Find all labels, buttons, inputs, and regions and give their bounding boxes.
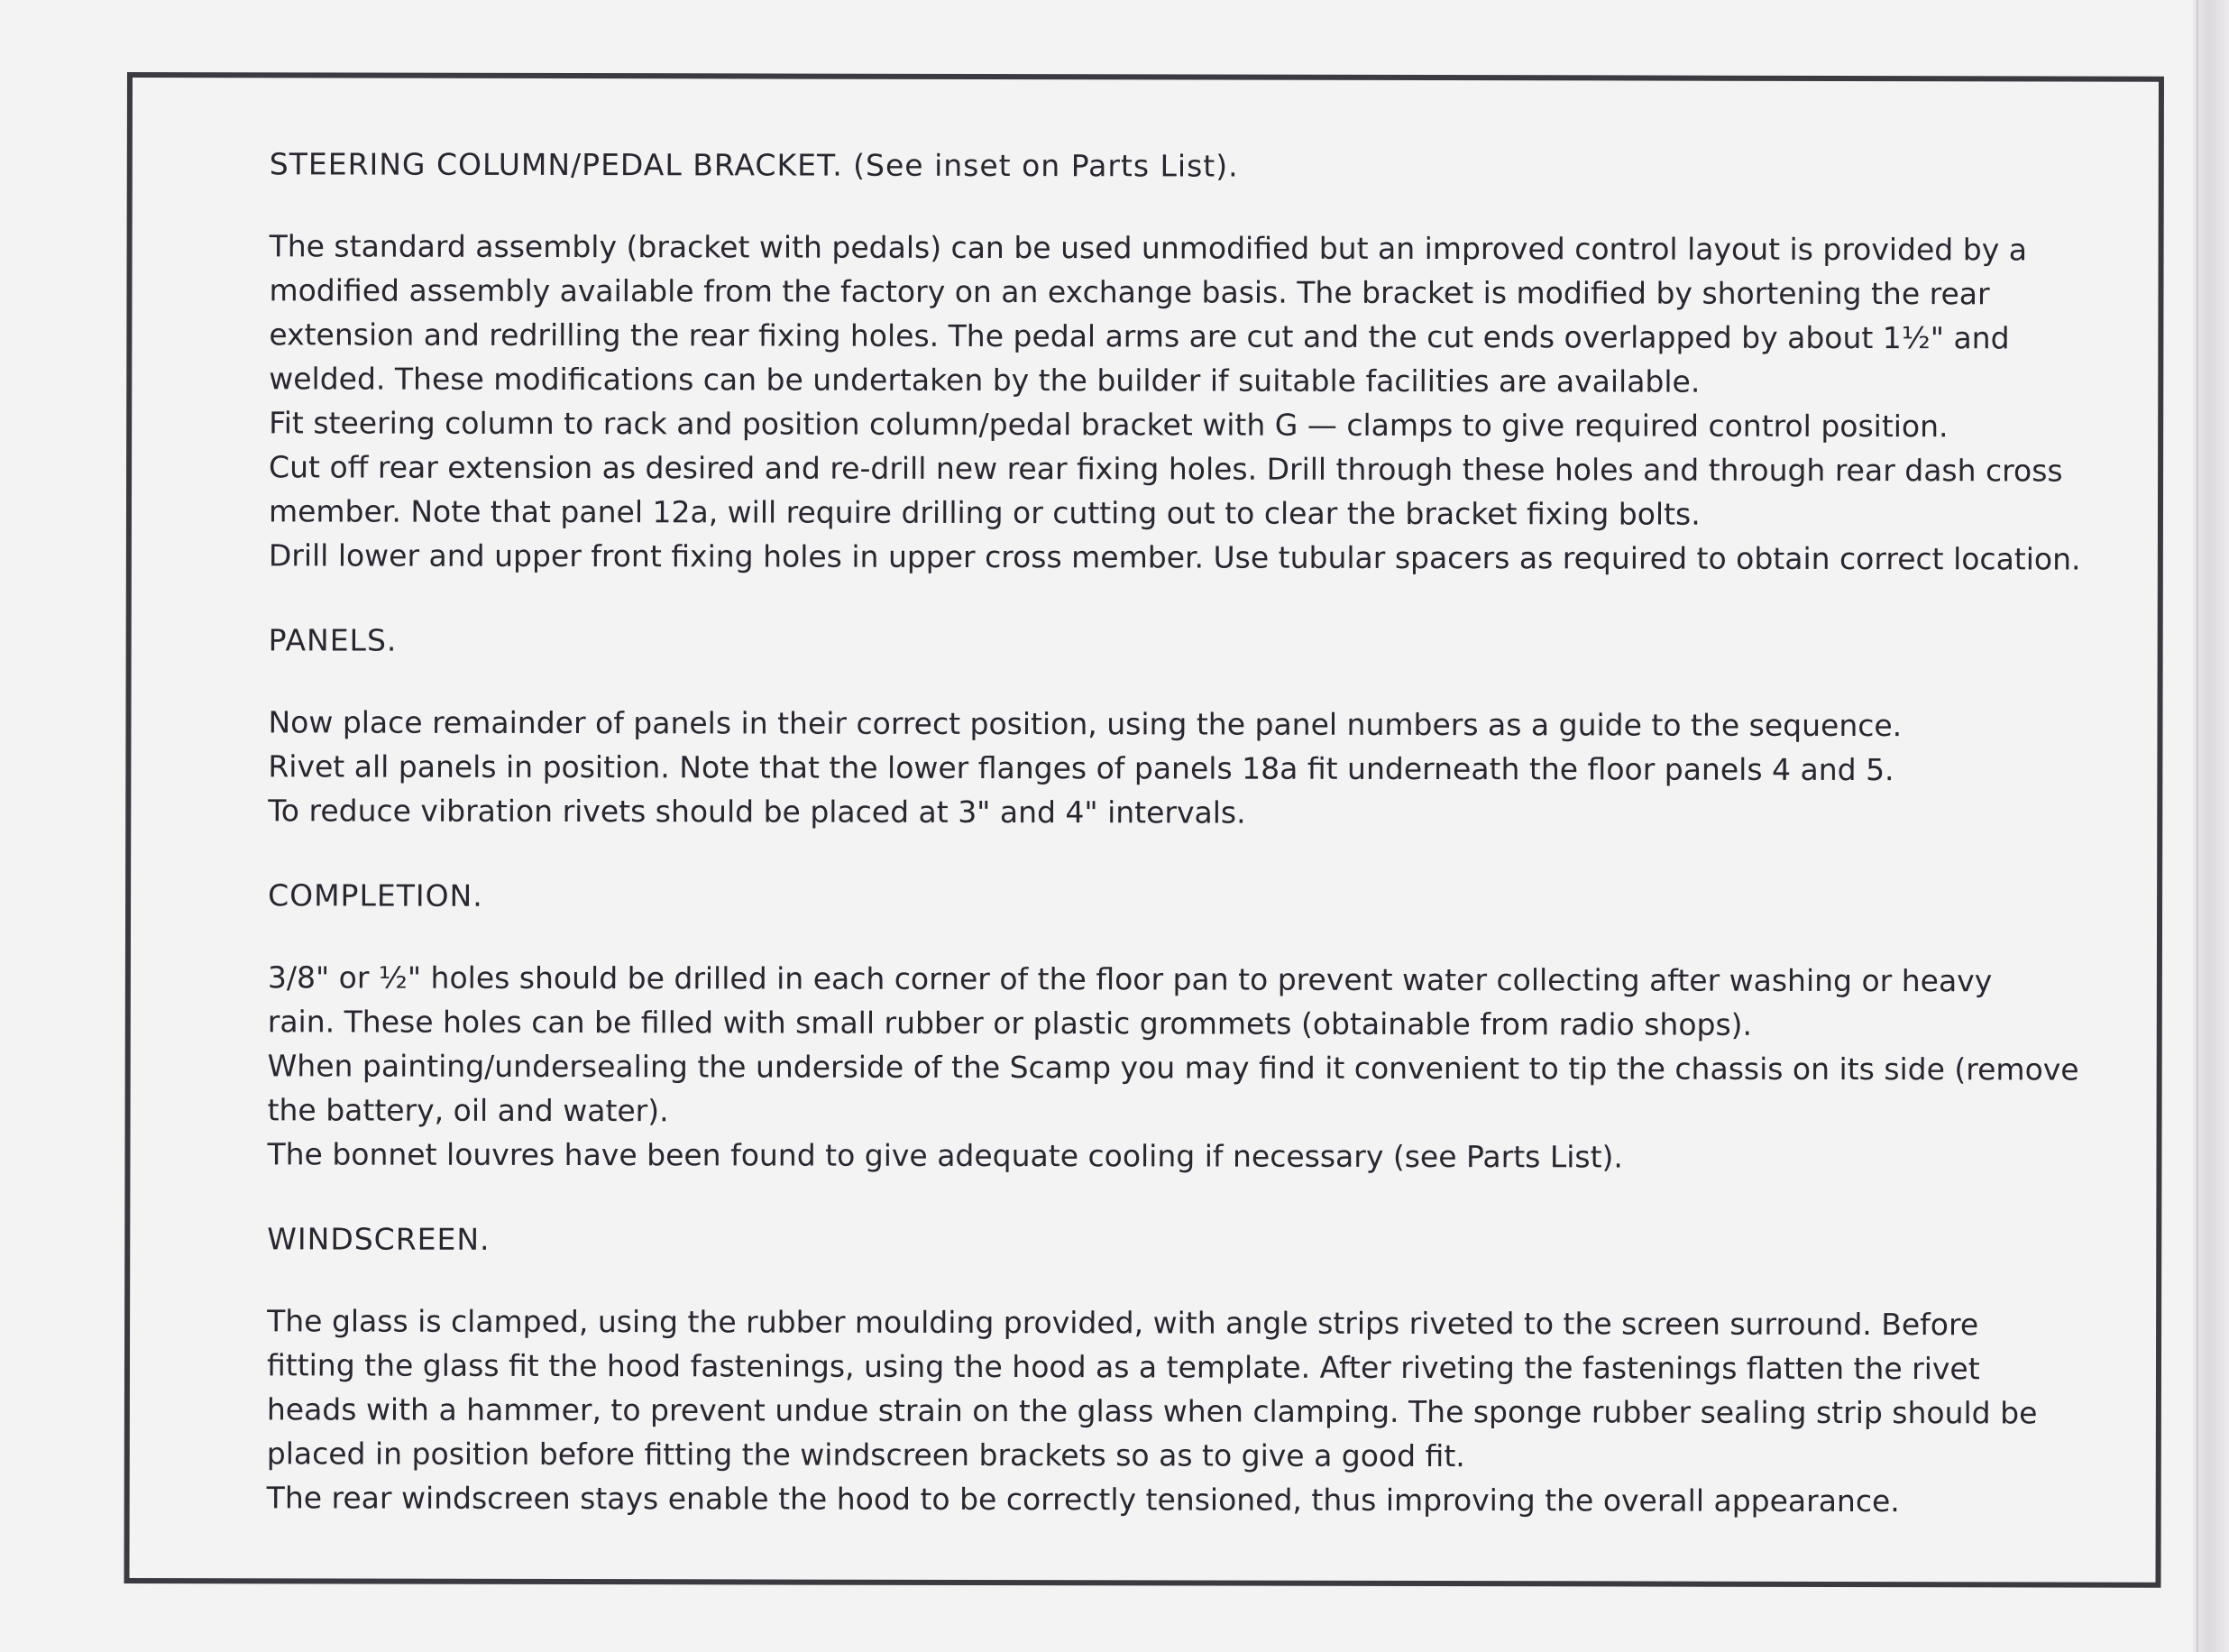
- text-line: the battery, oil and water).: [267, 1092, 669, 1129]
- text-line: Cut off rear extension as desired and re-drill new rear fixing holes. Drill through these holes and through rear dash cross: [269, 449, 2063, 489]
- text-line: Now place remainder of panels in their correct position, using the panel numbers as a guide to the sequence.: [268, 704, 1903, 744]
- text-line: The standard assembly (bracket with pedals) can be used unmodified but an improved control layout is provided by a: [269, 228, 2028, 268]
- section-panels: [268, 620, 2161, 836]
- text-line: When painting/undersealing the underside of the Scamp you may find it convenient to tip the chassis on its side (remove: [267, 1048, 2079, 1088]
- text-line: The bonnet louvres have been found to give adequate cooling if necessary (see Parts List).: [267, 1136, 1623, 1175]
- text-line: fitting the glass fit the hood fastenings, using the hood as a template. After riveting the fastenings flatten the rivet: [266, 1347, 1980, 1387]
- section-heading: COMPLETION.: [268, 877, 483, 913]
- text-line: The glass is clamped, using the rubber moulding provided, with angle strips riveted to the screen surround. Before: [267, 1303, 1979, 1343]
- page-edge-line: [2197, 0, 2198, 1652]
- section-heading: PANELS.: [268, 622, 398, 658]
- text-line: 3/8" or ½" holes should be drilled in each corner of the floor pan to prevent water collecting after washing or heavy: [267, 959, 1993, 999]
- text-frame: [124, 72, 2164, 1588]
- text-line: Fit steering column to rack and position column/pedal bracket with G — clamps to give required control position.: [269, 405, 1949, 445]
- section-heading: WINDSCREEN.: [267, 1221, 491, 1257]
- text-line: member. Note that panel 12a, will require drilling or cutting out to clear the bracket fixing bolts.: [268, 493, 1701, 532]
- text-line: modified assembly available from the factory on an exchange basis. The bracket is modified by shortening the rear: [269, 272, 1990, 312]
- page-edge: [2193, 0, 2229, 1652]
- document-body: [267, 144, 2163, 1566]
- section-steering-column: [269, 144, 2163, 581]
- section-heading: STEERING COLUMN/PEDAL BRACKET. (See inset on Parts List).: [269, 146, 1239, 184]
- text-line: extension and redrilling the rear fixing holes. The pedal arms are cut and the cut ends overlapped by about 1½" and: [269, 317, 2010, 356]
- text-line: welded. These modifications can be undertaken by the builder if suitable facilities are available.: [269, 361, 1701, 399]
- text-line: Drill lower and upper front fixing holes in upper cross member. Use tubular spacers as required to obtain correct location.: [268, 537, 2081, 577]
- section-windscreen: [267, 1219, 2161, 1523]
- text-line: Rivet all panels in position. Note that the lower flanges of panels 18a fit underneath the floor panels 4 and 5.: [268, 748, 1894, 788]
- text-line: placed in position before fitting the windscreen brackets so as to give a good fit.: [266, 1436, 1465, 1474]
- text-line: To reduce vibration rivets should be placed at 3" and 4" intervals.: [268, 793, 1246, 831]
- section-completion: [267, 876, 2161, 1179]
- text-line: heads with a hammer, to prevent undue strain on the glass when clamping. The sponge rubber sealing strip should be: [266, 1391, 2038, 1431]
- text-line: The rear windscreen stays enable the hood to be correctly tensioned, thus improving the overall appearance.: [266, 1480, 1900, 1519]
- text-line: rain. These holes can be filled with small rubber or plastic grommets (obtainable from radio shops).: [267, 1004, 1753, 1042]
